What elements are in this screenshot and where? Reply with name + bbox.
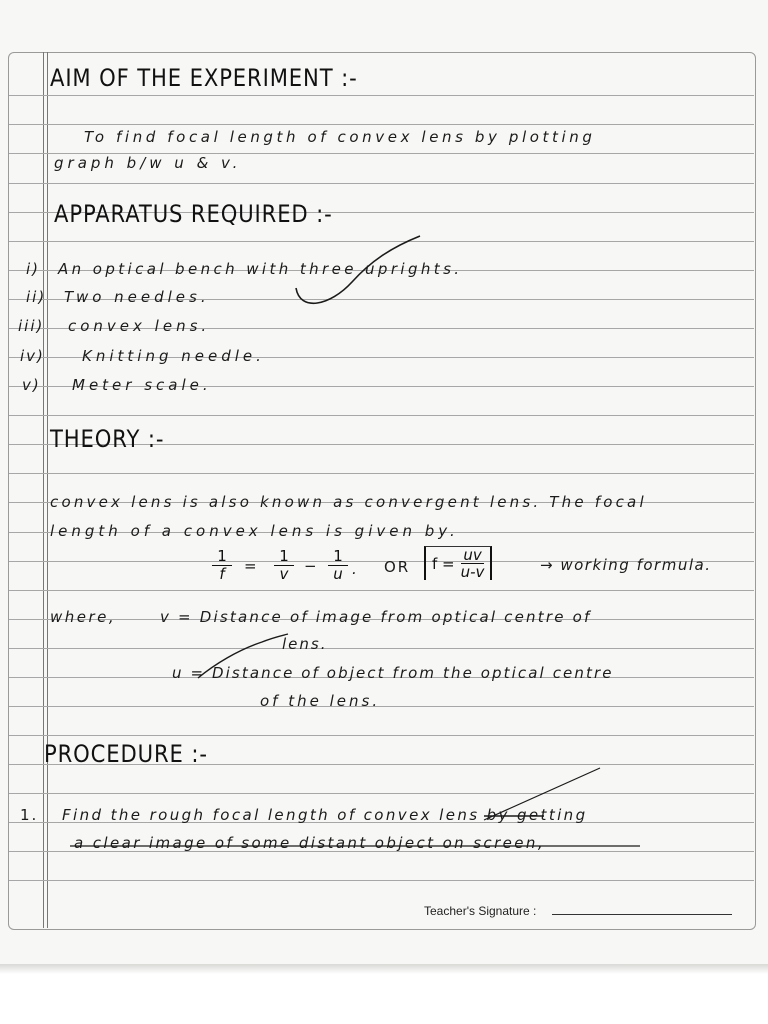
list-item: convex lens. <box>68 317 211 335</box>
denominator: u-v <box>460 563 485 581</box>
list-item-number: iv) <box>20 347 45 365</box>
theory-heading: THEORY :- <box>50 425 165 453</box>
theory-line-2: length of a convex lens is given by. <box>50 522 459 540</box>
u-definition-continued: of the lens. <box>260 692 381 710</box>
list-item-number: i) <box>26 260 41 278</box>
numerator: uv <box>461 547 485 564</box>
teacher-signature-label: Teacher's Signature : <box>424 904 537 918</box>
procedure-heading: PROCEDURE :- <box>44 740 208 768</box>
denominator: u <box>333 565 343 583</box>
list-item-number: v) <box>22 376 41 394</box>
or-label: OR <box>384 558 411 576</box>
equals-sign: = <box>244 557 259 575</box>
list-item: Knitting needle. <box>82 347 265 365</box>
formula-lhs: f = <box>432 554 455 573</box>
list-item: Meter scale. <box>72 376 212 394</box>
step-number: 1. <box>20 806 39 824</box>
v-definition-continued: lens. <box>282 635 328 653</box>
denominator: v <box>279 565 289 583</box>
aim-line-1: To find focal length of convex lens by plotting <box>84 128 596 146</box>
theory-line-1: convex lens is also known as convergent lens. The focal <box>50 493 647 511</box>
minus-sign: − <box>304 557 319 575</box>
numerator: 1 <box>328 548 348 566</box>
where-label: where, <box>50 608 117 626</box>
formula-period: . <box>352 560 359 578</box>
procedure-step-line-1: Find the rough focal length of convex lens by getting <box>62 806 588 824</box>
list-item-number: ii) <box>26 288 47 306</box>
aim-line-2: graph b/w u & v. <box>54 154 242 172</box>
list-item-number: iii) <box>18 317 45 335</box>
procedure-step-line-2: a clear image of some distant object on screen, <box>74 834 545 852</box>
numerator: 1 <box>274 548 294 566</box>
v-definition: v = Distance of image from optical centre of <box>160 608 592 626</box>
checkmark-theory <box>198 634 288 678</box>
list-item: Two needles. <box>64 288 210 306</box>
list-item: An optical bench with three uprights. <box>58 260 463 278</box>
checkmark-apparatus <box>296 236 420 303</box>
denominator: f <box>219 565 225 583</box>
checkmark-procedure <box>484 768 600 820</box>
apparatus-heading: APPARATUS REQUIRED :- <box>54 200 333 228</box>
aim-heading: AIM OF THE EXPERIMENT :- <box>50 64 358 92</box>
numerator: 1 <box>212 548 232 566</box>
working-formula-note: → working formula. <box>540 556 712 574</box>
u-definition: u = Distance of object from the optical centre <box>172 664 614 682</box>
